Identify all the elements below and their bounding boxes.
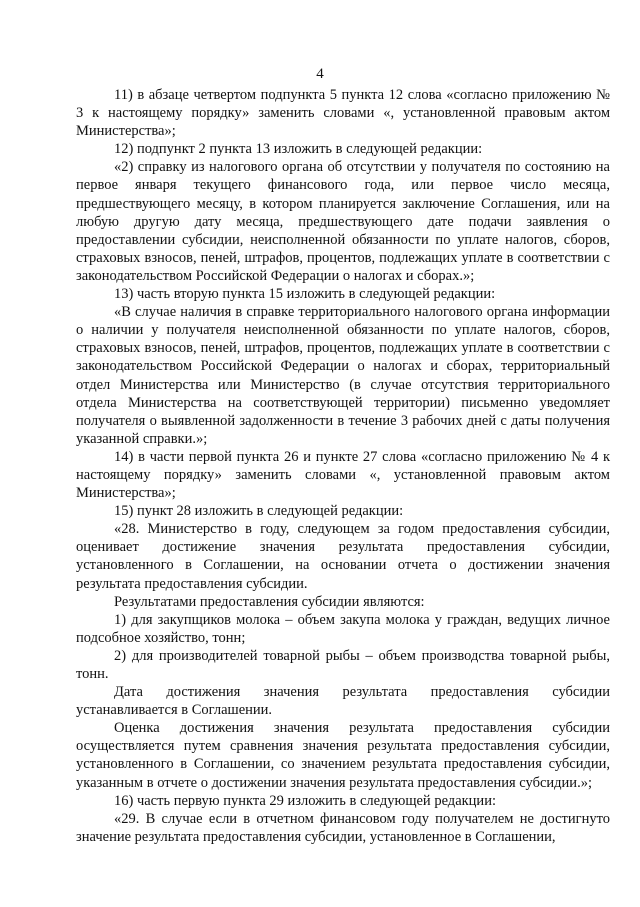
paragraph-quote-tax-debt: «В случае наличия в справке территориального налогового органа информации о наличии у получателя неисполненной обязанности по уплате налогов, сборов, страховых взносов, пеней, штрафов, процентов, подлежащих уплате в соответствии с законодательством Российской Федерации о налогах и сборах, территориальный отдел Министерства или Министерство (в случае отсутствия территориального отдела Министерства на соответствующей территории) письменно уведомляет получателя о выявленной задолженности в течение 3 рабочих дней с даты получения указанной справки.»; <box>76 304 610 447</box>
paragraph-assessment: Оценка достижения значения результата предоставления субсидии осуществляется путем сравнения значения результата предоставления субсидии, установленного в Соглашении, со значением результата предоставления субсидии, указанным в отчете о достижении значения результата предоставления субсидии.»; <box>76 720 610 791</box>
paragraph-quote-item-2: «2) справку из налогового органа об отсутствии у получателя по состоянию на первое января текущего финансового года, или первое число месяца, предшествующего месяцу, в котором планируется заключение Соглашения, или на любую другую дату месяца, предшествующего дате подачи заявления о предоставлении субсидии, неисполненной обязанности по уплате налогов, сборов, страховых взносов, пеней, штрафов, процентов, подлежащих уплате в соответствии с законодательством Российской Федерации о налогах и сборах.»; <box>76 159 610 284</box>
paragraph-item-15: 15) пункт 28 изложить в следующей редакции: <box>114 503 404 520</box>
paragraph-achievement-date: Дата достижения значения результата предоставления субсидии устанавливается в Соглашении. <box>76 684 610 719</box>
page-number: 4 <box>316 66 324 82</box>
paragraph-quote-item-28: «28. Министерство в году, следующем за годом предоставления субсидии, оценивает достижение значения результата предоставления субсидии, установленного в Соглашении, на основании отчета о достижении значения результата предоставления субсидии. <box>76 521 610 592</box>
paragraph-item-16: 16) часть первую пункта 29 изложить в следующей редакции: <box>114 792 496 809</box>
paragraph-result-fish: 2) для производителей товарной рыбы – объем производства товарной рыбы, тонн. <box>76 647 610 682</box>
paragraph-result-milk: 1) для закупщиков молока – объем закупа молока у граждан, ведущих личное подсобное хозяйство, тонн; <box>76 611 610 646</box>
paragraph-item-11: 11) в абзаце четвертом подпункта 5 пункта 12 слова «согласно приложению № 3 к настоящему порядку» заменить словами «, установленной правовым актом Министерства»; <box>76 87 610 140</box>
paragraph-quote-item-29: «29. В случае если в отчетном финансовом году получателем не достигнуто значение результата предоставления субсидии, установленное в Соглашении, <box>76 810 610 845</box>
document-body <box>76 86 610 846</box>
paragraph-item-14: 14) в части первой пункта 26 и пункте 27 слова «согласно приложению № 4 к настоящему порядку» заменить словами «, установленной правовым актом Министерства»; <box>76 448 610 502</box>
paragraph-item-12: 12) подпункт 2 пункта 13 изложить в следующей редакции: <box>114 141 483 158</box>
paragraph-results-heading: Результатами предоставления субсидии являются: <box>114 593 425 610</box>
paragraph-item-13: 13) часть вторую пункта 15 изложить в следующей редакции: <box>114 286 496 303</box>
